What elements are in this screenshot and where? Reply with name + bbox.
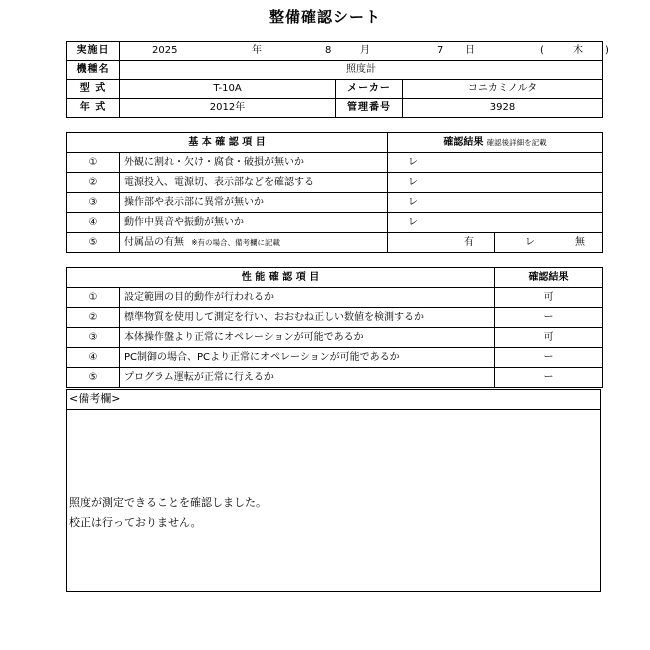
basic-result-title: 確認結果 <box>443 137 484 148</box>
row-item: PC制御の場合、PCより正常にオペレーションが可能であるか <box>120 348 495 368</box>
mgmt-label: 管理番号 <box>336 99 403 118</box>
remarks-text <box>69 493 267 533</box>
maker-value: コニカミノルタ <box>403 80 603 99</box>
row-item: 操作部や表示部に異常が無いか <box>120 193 388 213</box>
row-result: レ <box>388 173 603 193</box>
type-label: 機種名 <box>67 61 120 80</box>
row-result: 可 <box>495 288 603 308</box>
year-label: 年 式 <box>67 99 120 118</box>
basic-check-table <box>66 132 603 253</box>
date-weekday-open: ( <box>540 45 544 56</box>
remarks-line: 照度が測定できることを確認しました。 <box>69 496 267 509</box>
performance-check-table <box>66 267 603 388</box>
date-weekday: 木 <box>573 45 583 56</box>
type-value: 照度計 <box>120 61 603 80</box>
accessory-result <box>495 233 603 253</box>
accessory-check: レ <box>525 237 536 248</box>
basic-header: 基 本 確 認 項 目 <box>67 133 388 153</box>
year-row <box>67 99 603 118</box>
row-item: 標準物質を使用して測定を行い、おおむね正しい数値を検測するか <box>120 308 495 328</box>
table-row <box>67 288 603 308</box>
table-row <box>67 173 603 193</box>
perf-header-row <box>67 268 603 288</box>
mgmt-value: 3928 <box>403 99 603 118</box>
row-number: ④ <box>67 348 120 368</box>
date-weekday-close: ) <box>605 45 609 56</box>
row-item: 電源投入、電源切、表示部などを確認する <box>120 173 388 193</box>
date-year-unit: 年 <box>252 45 262 56</box>
table-row <box>67 213 603 233</box>
date-month: 8 <box>325 45 332 56</box>
date-label: 実施日 <box>67 42 120 61</box>
basic-result-note: 確認後詳細を記載 <box>486 138 547 147</box>
date-value <box>120 42 609 61</box>
table-row <box>67 348 603 368</box>
remarks-header: <備考欄> <box>67 390 600 410</box>
date-year: 2025 <box>152 45 178 56</box>
row-result: レ <box>388 153 603 173</box>
accessory-note: ※有の場合、備考欄に記載 <box>191 238 280 247</box>
accessory-no: 無 <box>575 237 586 248</box>
row-number: ④ <box>67 213 120 233</box>
date-row <box>67 42 603 61</box>
row-result: レ <box>388 193 603 213</box>
row-result: 可 <box>495 328 603 348</box>
row-number: ① <box>67 288 120 308</box>
date-month-unit: 月 <box>360 45 370 56</box>
page-title: 整備確認シート <box>268 8 381 26</box>
remarks-section <box>66 389 601 592</box>
row-number: ② <box>67 308 120 328</box>
perf-result-header: 確認結果 <box>495 268 603 288</box>
row-number: ② <box>67 173 120 193</box>
row-result: ー <box>495 308 603 328</box>
accessory-row <box>67 233 603 253</box>
model-label: 型 式 <box>67 80 120 99</box>
row-item: 本体操作盤より正常にオペレーションが可能であるか <box>120 328 495 348</box>
row-result: ー <box>495 348 603 368</box>
table-row <box>67 368 603 388</box>
maker-label: メーカー <box>336 80 403 99</box>
row-number: ⑤ <box>67 368 120 388</box>
basic-header-row <box>67 133 603 153</box>
row-item: プログラム運転が正常に行えるか <box>120 368 495 388</box>
row-item: 外観に割れ・欠け・腐食・破損が無いか <box>120 153 388 173</box>
type-row <box>67 61 603 80</box>
table-row <box>67 308 603 328</box>
row-number: ③ <box>67 328 120 348</box>
row-item <box>120 233 388 253</box>
row-item: 動作中異音や振動が無いか <box>120 213 388 233</box>
equipment-info-table <box>66 41 609 118</box>
row-number: ③ <box>67 193 120 213</box>
table-row <box>67 328 603 348</box>
model-row <box>67 80 603 99</box>
perf-header: 性 能 確 認 項 目 <box>67 268 495 288</box>
basic-result-header <box>388 133 603 153</box>
remarks-line: 校正は行っておりません。 <box>69 516 202 529</box>
row-result: ー <box>495 368 603 388</box>
accessory-yes: 有 <box>388 233 495 253</box>
table-row <box>67 153 603 173</box>
model-value: T-10A <box>120 80 336 99</box>
year-value: 2012年 <box>120 99 336 118</box>
table-row <box>67 193 603 213</box>
date-day-unit: 日 <box>465 45 475 56</box>
row-number: ① <box>67 153 120 173</box>
accessory-label: 付属品の有無 <box>124 237 184 248</box>
row-item: 設定範囲の目的動作が行われるか <box>120 288 495 308</box>
date-day: 7 <box>437 45 444 56</box>
row-number: ⑤ <box>67 233 120 253</box>
row-result: レ <box>388 213 603 233</box>
